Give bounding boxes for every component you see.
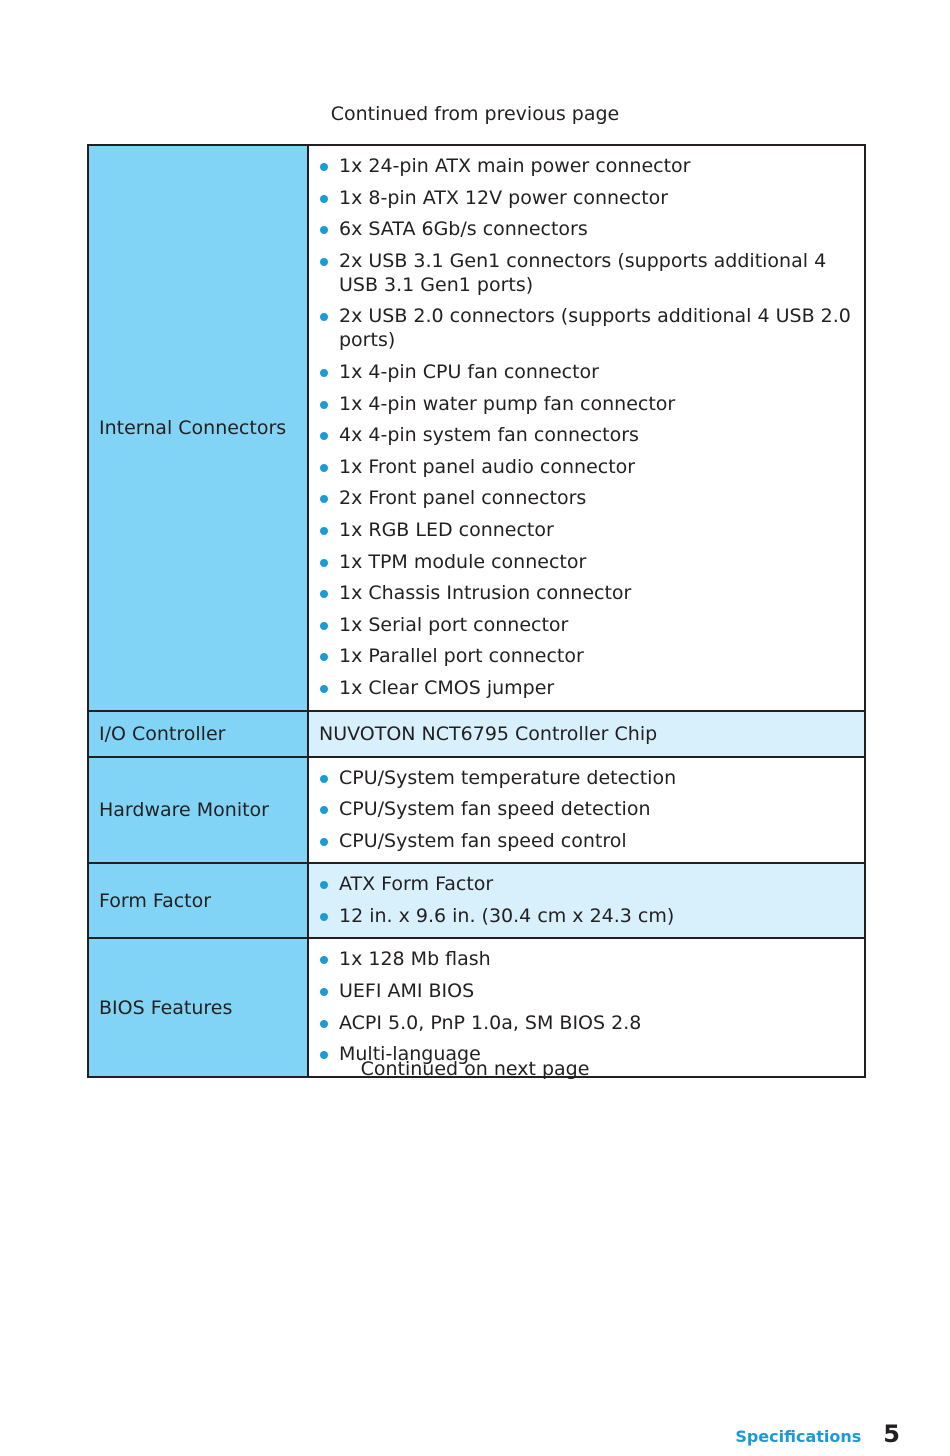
bullet-icon [320,956,328,964]
list-item: 2x USB 2.0 connectors (supports additional 4 USB 2.0 ports) [319,301,856,357]
bullet-icon [320,495,328,503]
list-item: 1x Clear CMOS jumper [319,673,856,705]
bullet-icon [320,622,328,630]
bullet-icon [320,653,328,661]
bullet-icon [320,988,328,996]
bullet-icon [320,258,328,266]
bullet-icon [320,590,328,598]
table-row [88,711,865,757]
footer-section-title: Specifications [735,1427,862,1446]
list-item: 4x 4-pin system fan connectors [319,420,856,452]
table-row [88,863,865,938]
page-footer [735,1420,900,1448]
list-item: 1x Serial port connector [319,610,856,642]
bullet-icon [320,685,328,693]
row-label-bios-features: BIOS Features [88,938,308,1076]
list-item: 1x 4-pin CPU fan connector [319,357,856,389]
list-item: CPU/System fan speed detection [319,794,856,826]
row-value-io-controller: NUVOTON NCT6795 Controller Chip [308,711,865,757]
bullet-icon [320,806,328,814]
list-item: 1x Parallel port connector [319,641,856,673]
list-item: 2x USB 3.1 Gen1 connectors (supports additional 4 USB 3.1 Gen1 ports) [319,246,856,302]
row-value-hardware-monitor [308,757,865,864]
bullet-icon [320,163,328,171]
row-label-io-controller: I/O Controller [88,711,308,757]
bullet-icon [320,226,328,234]
bullet-icon [320,913,328,921]
form-factor-list [319,869,856,932]
bullet-icon [320,464,328,472]
row-label-form-factor: Form Factor [88,863,308,938]
page-number: 5 [883,1420,900,1448]
list-item: CPU/System temperature detection [319,763,856,795]
list-item: 2x Front panel connectors [319,483,856,515]
bullet-icon [320,401,328,409]
list-item: 1x 8-pin ATX 12V power connector [319,183,856,215]
bullet-icon [320,432,328,440]
list-item: 1x 24-pin ATX main power connector [319,151,856,183]
list-item: ACPI 5.0, PnP 1.0a, SM BIOS 2.8 [319,1008,856,1040]
row-label-internal-connectors: Internal Connectors [88,145,308,711]
bullet-icon [320,775,328,783]
bullet-icon [320,527,328,535]
list-item: Multi-language [319,1039,856,1071]
row-label-hardware-monitor: Hardware Monitor [88,757,308,864]
list-item: 1x Chassis Intrusion connector [319,578,856,610]
list-item: 1x 4-pin water pump fan connector [319,389,856,421]
bullet-icon [320,313,328,321]
list-item: UEFI AMI BIOS [319,976,856,1008]
list-item: ATX Form Factor [319,869,856,901]
connector-list [319,151,856,705]
list-item: 1x RGB LED connector [319,515,856,547]
continued-on-next: Continued on next page [360,1058,590,1080]
list-item: 12 in. x 9.6 in. (30.4 cm x 24.3 cm) [319,901,856,933]
bullet-icon [320,559,328,567]
list-item: 1x Front panel audio connector [319,452,856,484]
hardware-monitor-list [319,763,856,858]
table-row [88,145,865,711]
list-item: 6x SATA 6Gb/s connectors [319,214,856,246]
bullet-icon [320,1020,328,1028]
row-value-form-factor [308,863,865,938]
continued-from-previous: Continued from previous page [330,103,620,125]
bullet-icon [320,369,328,377]
list-item: 1x TPM module connector [319,547,856,579]
list-item: CPU/System fan speed control [319,826,856,858]
bullet-icon [320,838,328,846]
list-item: 1x 128 Mb flash [319,944,856,976]
table-row [88,757,865,864]
specifications-table [87,144,866,1078]
row-value-internal-connectors [308,145,865,711]
bullet-icon [320,195,328,203]
bullet-icon [320,881,328,889]
bios-features-list [319,944,856,1070]
